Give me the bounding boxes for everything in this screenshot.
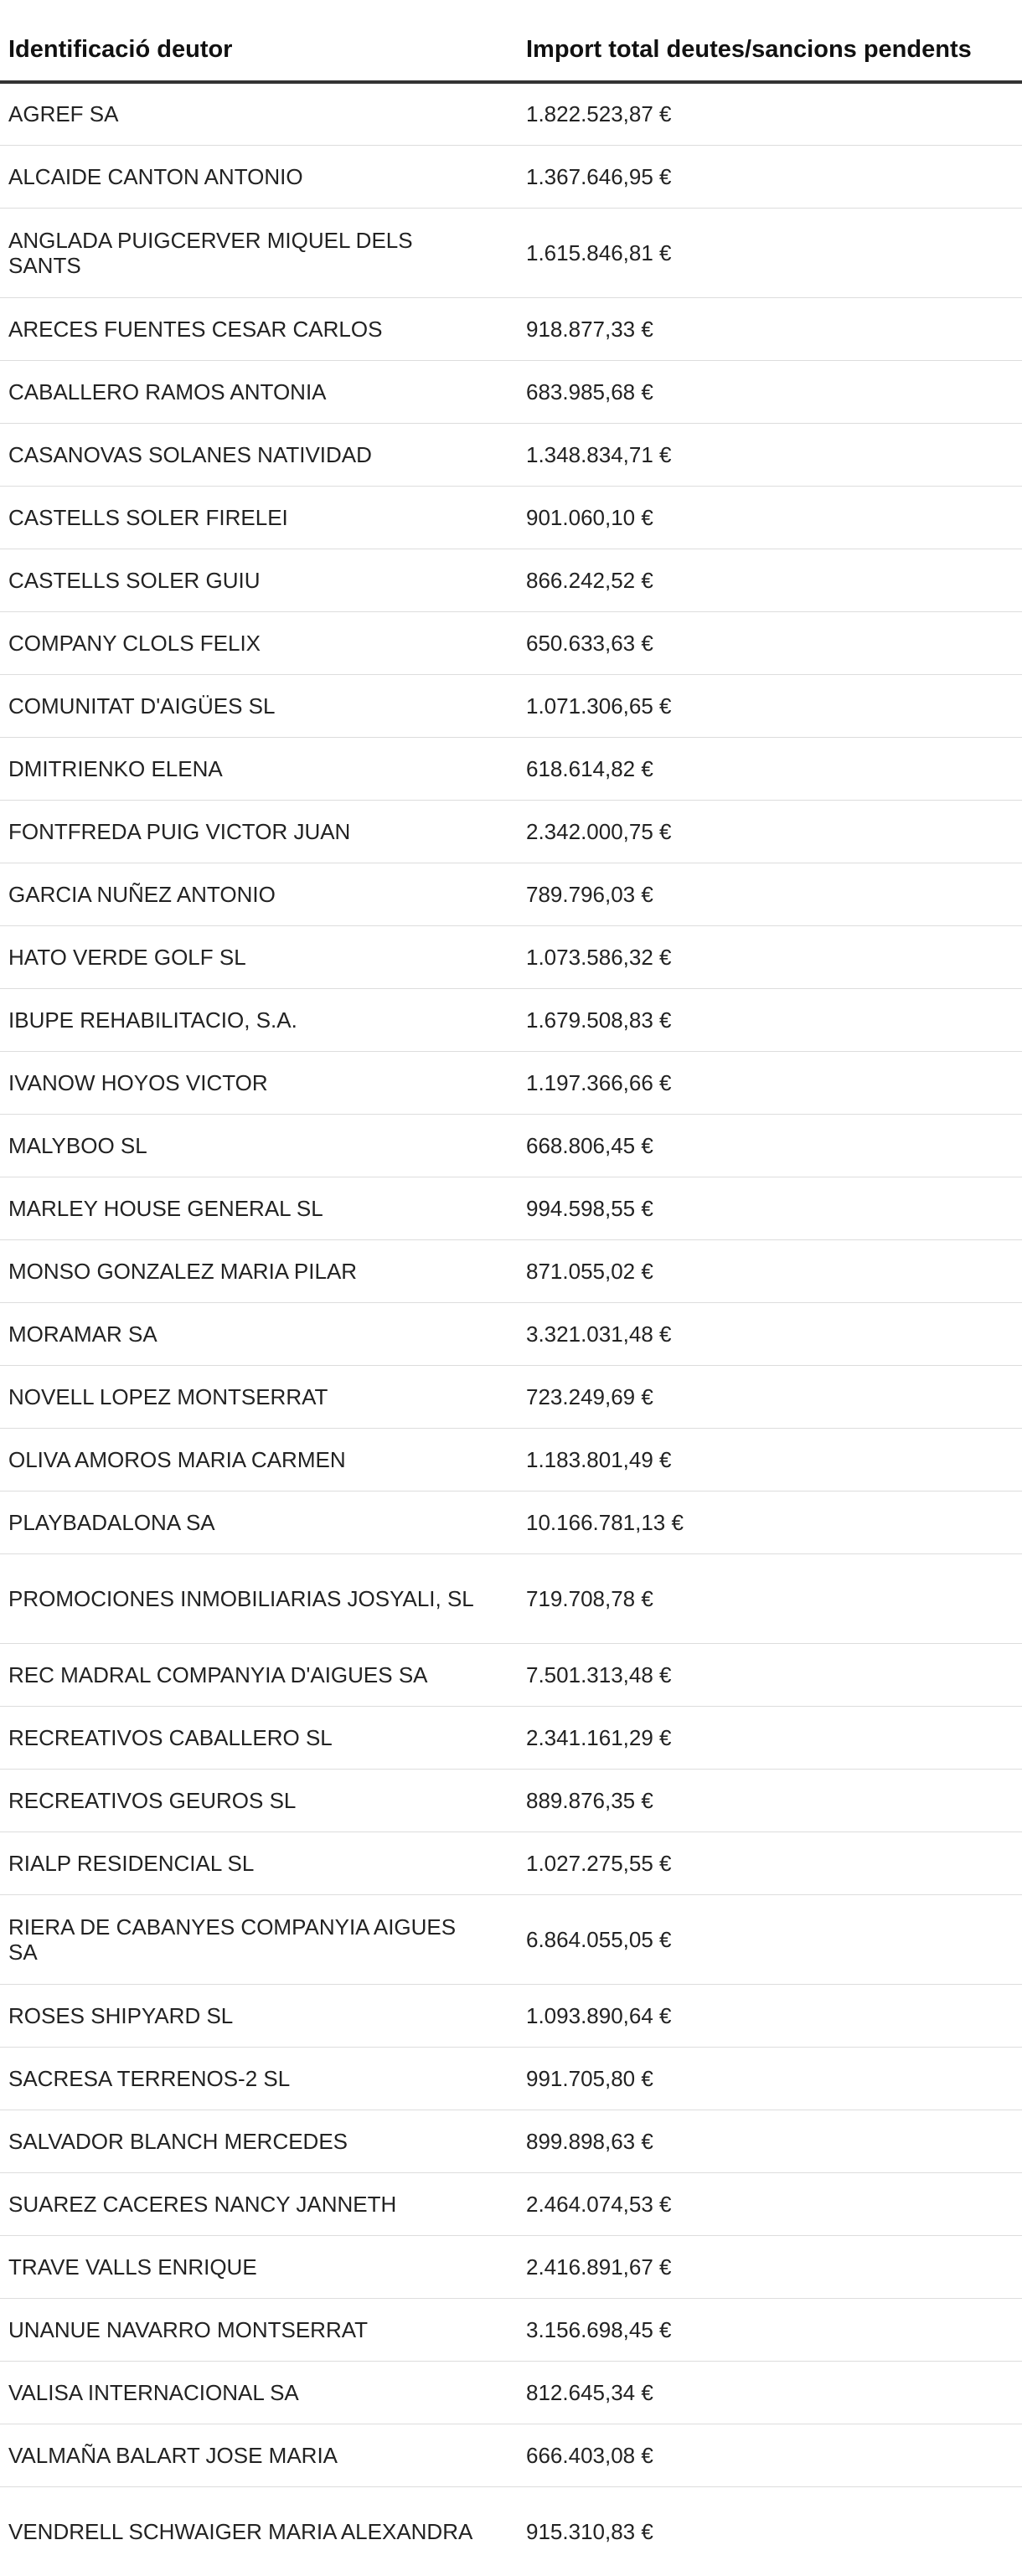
debtor-name: COMPANY CLOLS FELIX (0, 611, 514, 674)
table-row (0, 925, 1022, 988)
debtor-name: DMITRIENKO ELENA (0, 737, 514, 800)
debtor-name: MONSO GONZALEZ MARIA PILAR (0, 1239, 514, 1302)
debt-amount: 2.341.161,29 € (514, 1706, 1022, 1769)
debt-amount: 915.310,83 € (526, 2518, 653, 2544)
table-row (0, 863, 1022, 925)
table-row (0, 2361, 1022, 2424)
debt-amount: 719.708,78 € (514, 1553, 1022, 1643)
debtor-name: AGREF SA (0, 82, 514, 145)
debtor-name: PLAYBADALONA SA (0, 1491, 514, 1553)
debt-amount: 918.877,33 € (514, 297, 1022, 360)
table-row (0, 611, 1022, 674)
debtor-name: VENDRELL SCHWAIGER MARIA ALEXANDRA (8, 2518, 473, 2544)
table-row (0, 2235, 1022, 2298)
debt-amount: 618.614,82 € (514, 737, 1022, 800)
debtor-name: RIALP RESIDENCIAL SL (0, 1832, 514, 1894)
table-row (0, 297, 1022, 360)
debtors-table (0, 18, 1022, 2576)
debt-amount: 1.183.801,49 € (514, 1428, 1022, 1491)
debtor-name: MALYBOO SL (0, 1114, 514, 1177)
debt-amount: 650.633,63 € (514, 611, 1022, 674)
debt-amount: 1.348.834,71 € (514, 423, 1022, 486)
debtor-name: RIERA DE CABANYES COMPANYIA AIGUES SA (0, 1894, 514, 1984)
table-row (0, 2110, 1022, 2172)
debtor-name: ALCAIDE CANTON ANTONIO (0, 145, 514, 208)
debt-amount: 1.093.890,64 € (514, 1984, 1022, 2047)
debtor-name: CASANOVAS SOLANES NATIVIDAD (0, 423, 514, 486)
debt-amount: 2.416.891,67 € (514, 2235, 1022, 2298)
debtor-name: UNANUE NAVARRO MONTSERRAT (0, 2298, 514, 2361)
debtor-name: VALISA INTERNACIONAL SA (0, 2361, 514, 2424)
debt-amount: 683.985,68 € (514, 360, 1022, 423)
table-row (0, 1894, 1022, 1984)
table-row (0, 1239, 1022, 1302)
debt-amount: 889.876,35 € (514, 1769, 1022, 1832)
debt-amount: 899.898,63 € (514, 2110, 1022, 2172)
table-row (0, 1302, 1022, 1365)
debt-amount: 2.342.000,75 € (514, 800, 1022, 863)
debtor-name: HATO VERDE GOLF SL (0, 925, 514, 988)
table-row (0, 82, 1022, 145)
table-row (0, 549, 1022, 611)
table-header (0, 18, 1022, 82)
debtor-name: ROSES SHIPYARD SL (0, 1984, 514, 2047)
table-row (0, 1051, 1022, 1114)
debt-amount: 6.864.055,05 € (514, 1894, 1022, 1984)
table-row (0, 674, 1022, 737)
table-row (0, 2424, 1022, 2486)
table-row (0, 800, 1022, 863)
debtor-name: RECREATIVOS GEUROS SL (0, 1769, 514, 1832)
table-row (0, 2047, 1022, 2110)
debt-amount: 1.071.306,65 € (514, 674, 1022, 737)
column-header-amount: Import total deutes/sancions pendents (514, 18, 1022, 82)
debt-amount: 789.796,03 € (514, 863, 1022, 925)
table-row (0, 423, 1022, 486)
debtor-name: CASTELLS SOLER FIRELEI (0, 486, 514, 549)
debtor-name: MORAMAR SA (0, 1302, 514, 1365)
debt-amount: 991.705,80 € (514, 2047, 1022, 2110)
debtor-name: IVANOW HOYOS VICTOR (0, 1051, 514, 1114)
debt-amount: 7.501.313,48 € (514, 1643, 1022, 1706)
table-row (0, 486, 1022, 549)
debt-amount: 10.166.781,13 € (514, 1491, 1022, 1553)
debtor-name: ARECES FUENTES CESAR CARLOS (0, 297, 514, 360)
table-row (0, 1428, 1022, 1491)
debt-amount: 2.464.074,53 € (514, 2172, 1022, 2235)
debtor-name: CABALLERO RAMOS ANTONIA (0, 360, 514, 423)
table-row (0, 208, 1022, 297)
debt-amount: 901.060,10 € (514, 486, 1022, 549)
debtor-name: ANGLADA PUIGCERVER MIQUEL DELS SANTS (0, 208, 514, 297)
table-row (0, 360, 1022, 423)
debt-amount: 1.615.846,81 € (514, 208, 1022, 297)
debtor-name: COMUNITAT D'AIGÜES SL (0, 674, 514, 737)
debt-amount: 723.249,69 € (514, 1365, 1022, 1428)
table-body (0, 82, 1022, 2576)
table-row (0, 1365, 1022, 1428)
debt-amount: 1.367.646,95 € (514, 145, 1022, 208)
debtor-name: NOVELL LOPEZ MONTSERRAT (0, 1365, 514, 1428)
table-row (0, 2486, 1022, 2576)
table-row (0, 737, 1022, 800)
debt-amount: 3.321.031,48 € (514, 1302, 1022, 1365)
table-row (0, 2172, 1022, 2235)
table-row (0, 145, 1022, 208)
debt-amount: 1.822.523,87 € (514, 82, 1022, 145)
debt-amount: 3.156.698,45 € (514, 2298, 1022, 2361)
debt-amount: 1.197.366,66 € (514, 1051, 1022, 1114)
debt-amount: 1.679.508,83 € (514, 988, 1022, 1051)
debtor-name: RECREATIVOS CABALLERO SL (0, 1706, 514, 1769)
table-row (0, 1984, 1022, 2047)
table-row (0, 1114, 1022, 1177)
debt-amount: 871.055,02 € (514, 1239, 1022, 1302)
debt-amount: 866.242,52 € (514, 549, 1022, 611)
debtor-name: IBUPE REHABILITACIO, S.A. (0, 988, 514, 1051)
debtor-name: FONTFREDA PUIG VICTOR JUAN (0, 800, 514, 863)
header-row (0, 18, 1022, 82)
debt-amount: 1.073.586,32 € (514, 925, 1022, 988)
table-row (0, 988, 1022, 1051)
table-row (0, 1832, 1022, 1894)
table-row (0, 2298, 1022, 2361)
debtor-name: SUAREZ CACERES NANCY JANNETH (0, 2172, 514, 2235)
column-header-debtor: Identificació deutor (0, 18, 514, 82)
debt-amount: 668.806,45 € (514, 1114, 1022, 1177)
debtor-name: SACRESA TERRENOS-2 SL (0, 2047, 514, 2110)
debt-amount: 994.598,55 € (514, 1177, 1022, 1239)
debtor-name: CASTELLS SOLER GUIU (0, 549, 514, 611)
debtor-name: SALVADOR BLANCH MERCEDES (0, 2110, 514, 2172)
debtor-name: REC MADRAL COMPANYIA D'AIGUES SA (0, 1643, 514, 1706)
debtor-name: TRAVE VALLS ENRIQUE (0, 2235, 514, 2298)
table-row (0, 1177, 1022, 1239)
table-row (0, 1706, 1022, 1769)
debt-amount: 812.645,34 € (514, 2361, 1022, 2424)
debt-amount: 666.403,08 € (514, 2424, 1022, 2486)
table-row (0, 1491, 1022, 1553)
table-row (0, 1769, 1022, 1832)
debtor-name: GARCIA NUÑEZ ANTONIO (0, 863, 514, 925)
table-row (0, 1553, 1022, 1643)
debtor-name: OLIVA AMOROS MARIA CARMEN (0, 1428, 514, 1491)
debt-amount: 1.027.275,55 € (514, 1832, 1022, 1894)
table-row (0, 1643, 1022, 1706)
debtor-name: PROMOCIONES INMOBILIARIAS JOSYALI, SL (0, 1553, 514, 1643)
debtor-name: VALMAÑA BALART JOSE MARIA (0, 2424, 514, 2486)
debtor-name: MARLEY HOUSE GENERAL SL (0, 1177, 514, 1239)
